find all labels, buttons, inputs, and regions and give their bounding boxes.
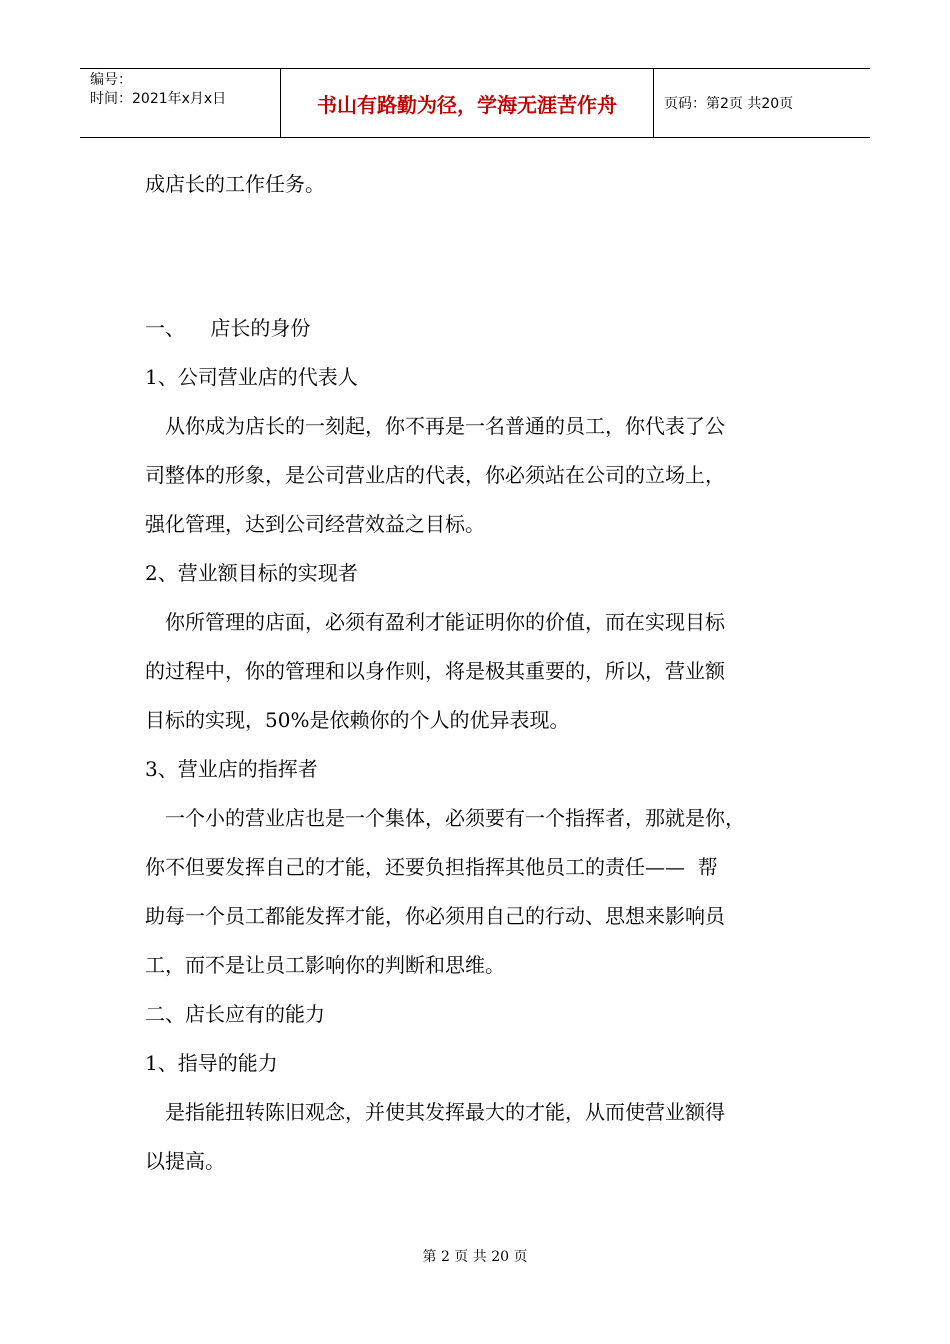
paragraph-line: 一个小的营业店也是一个集体，必须要有一个指挥者，那就是你， <box>165 806 745 830</box>
item-heading: 1、指导的能力 <box>145 1051 278 1075</box>
paragraph-line: 从你成为店长的一刻起，你不再是一名普通的员工，你代表了公 <box>165 414 725 438</box>
paragraph-line: 的过程中，你的管理和以身作则，将是极其重要的，所以，营业额 <box>145 659 725 683</box>
paragraph-line: 你所管理的店面，必须有盈利才能证明你的价值，而在实现目标 <box>165 610 725 634</box>
paragraph-line: 你不但要发挥自己的才能，还要负担指挥其他员工的责任—— 帮 <box>145 855 718 879</box>
paragraph-line: 助每一个员工都能发挥才能，你必须用自己的行动、思想来影响员 <box>145 904 725 928</box>
item-heading: 2、营业额目标的实现者 <box>145 561 358 585</box>
page-header <box>80 68 870 138</box>
section-heading: 二、店长应有的能力 <box>145 1002 325 1026</box>
spacer <box>145 209 815 304</box>
page-footer: 第 2 页 共 20 页 <box>422 1249 528 1265</box>
time-label: 时间：2021年x月x日 <box>90 91 227 107</box>
paragraph-line: 是指能扭转陈旧观念，并使其发挥最大的才能，从而使营业额得 <box>165 1100 725 1124</box>
item-heading: 3、营业店的指挥者 <box>145 757 318 781</box>
number-label: 编号： <box>90 72 132 88</box>
paragraph-line: 目标的实现，50%是依赖你的个人的优异表现。 <box>145 708 570 732</box>
paragraph-line: 司整体的形象，是公司营业店的代表，你必须站在公司的立场上， <box>145 463 725 487</box>
paragraph-line: 强化管理，达到公司经营效益之目标。 <box>145 512 485 536</box>
header-meta <box>80 69 281 137</box>
paragraph-line: 以提高。 <box>145 1149 225 1173</box>
header-motto: 书山有路勤为径，学海无涯苦作舟 <box>281 69 654 137</box>
section-heading: 一、 店长的身份 <box>145 316 311 340</box>
document-body <box>145 160 815 1186</box>
lead-paragraph: 成店长的工作任务。 <box>145 172 325 196</box>
item-heading: 1、公司营业店的代表人 <box>145 365 358 389</box>
paragraph-line: 工，而不是让员工影响你的判断和思维。 <box>145 953 505 977</box>
header-page-info: 页码：第2页 共20页 <box>664 96 794 112</box>
